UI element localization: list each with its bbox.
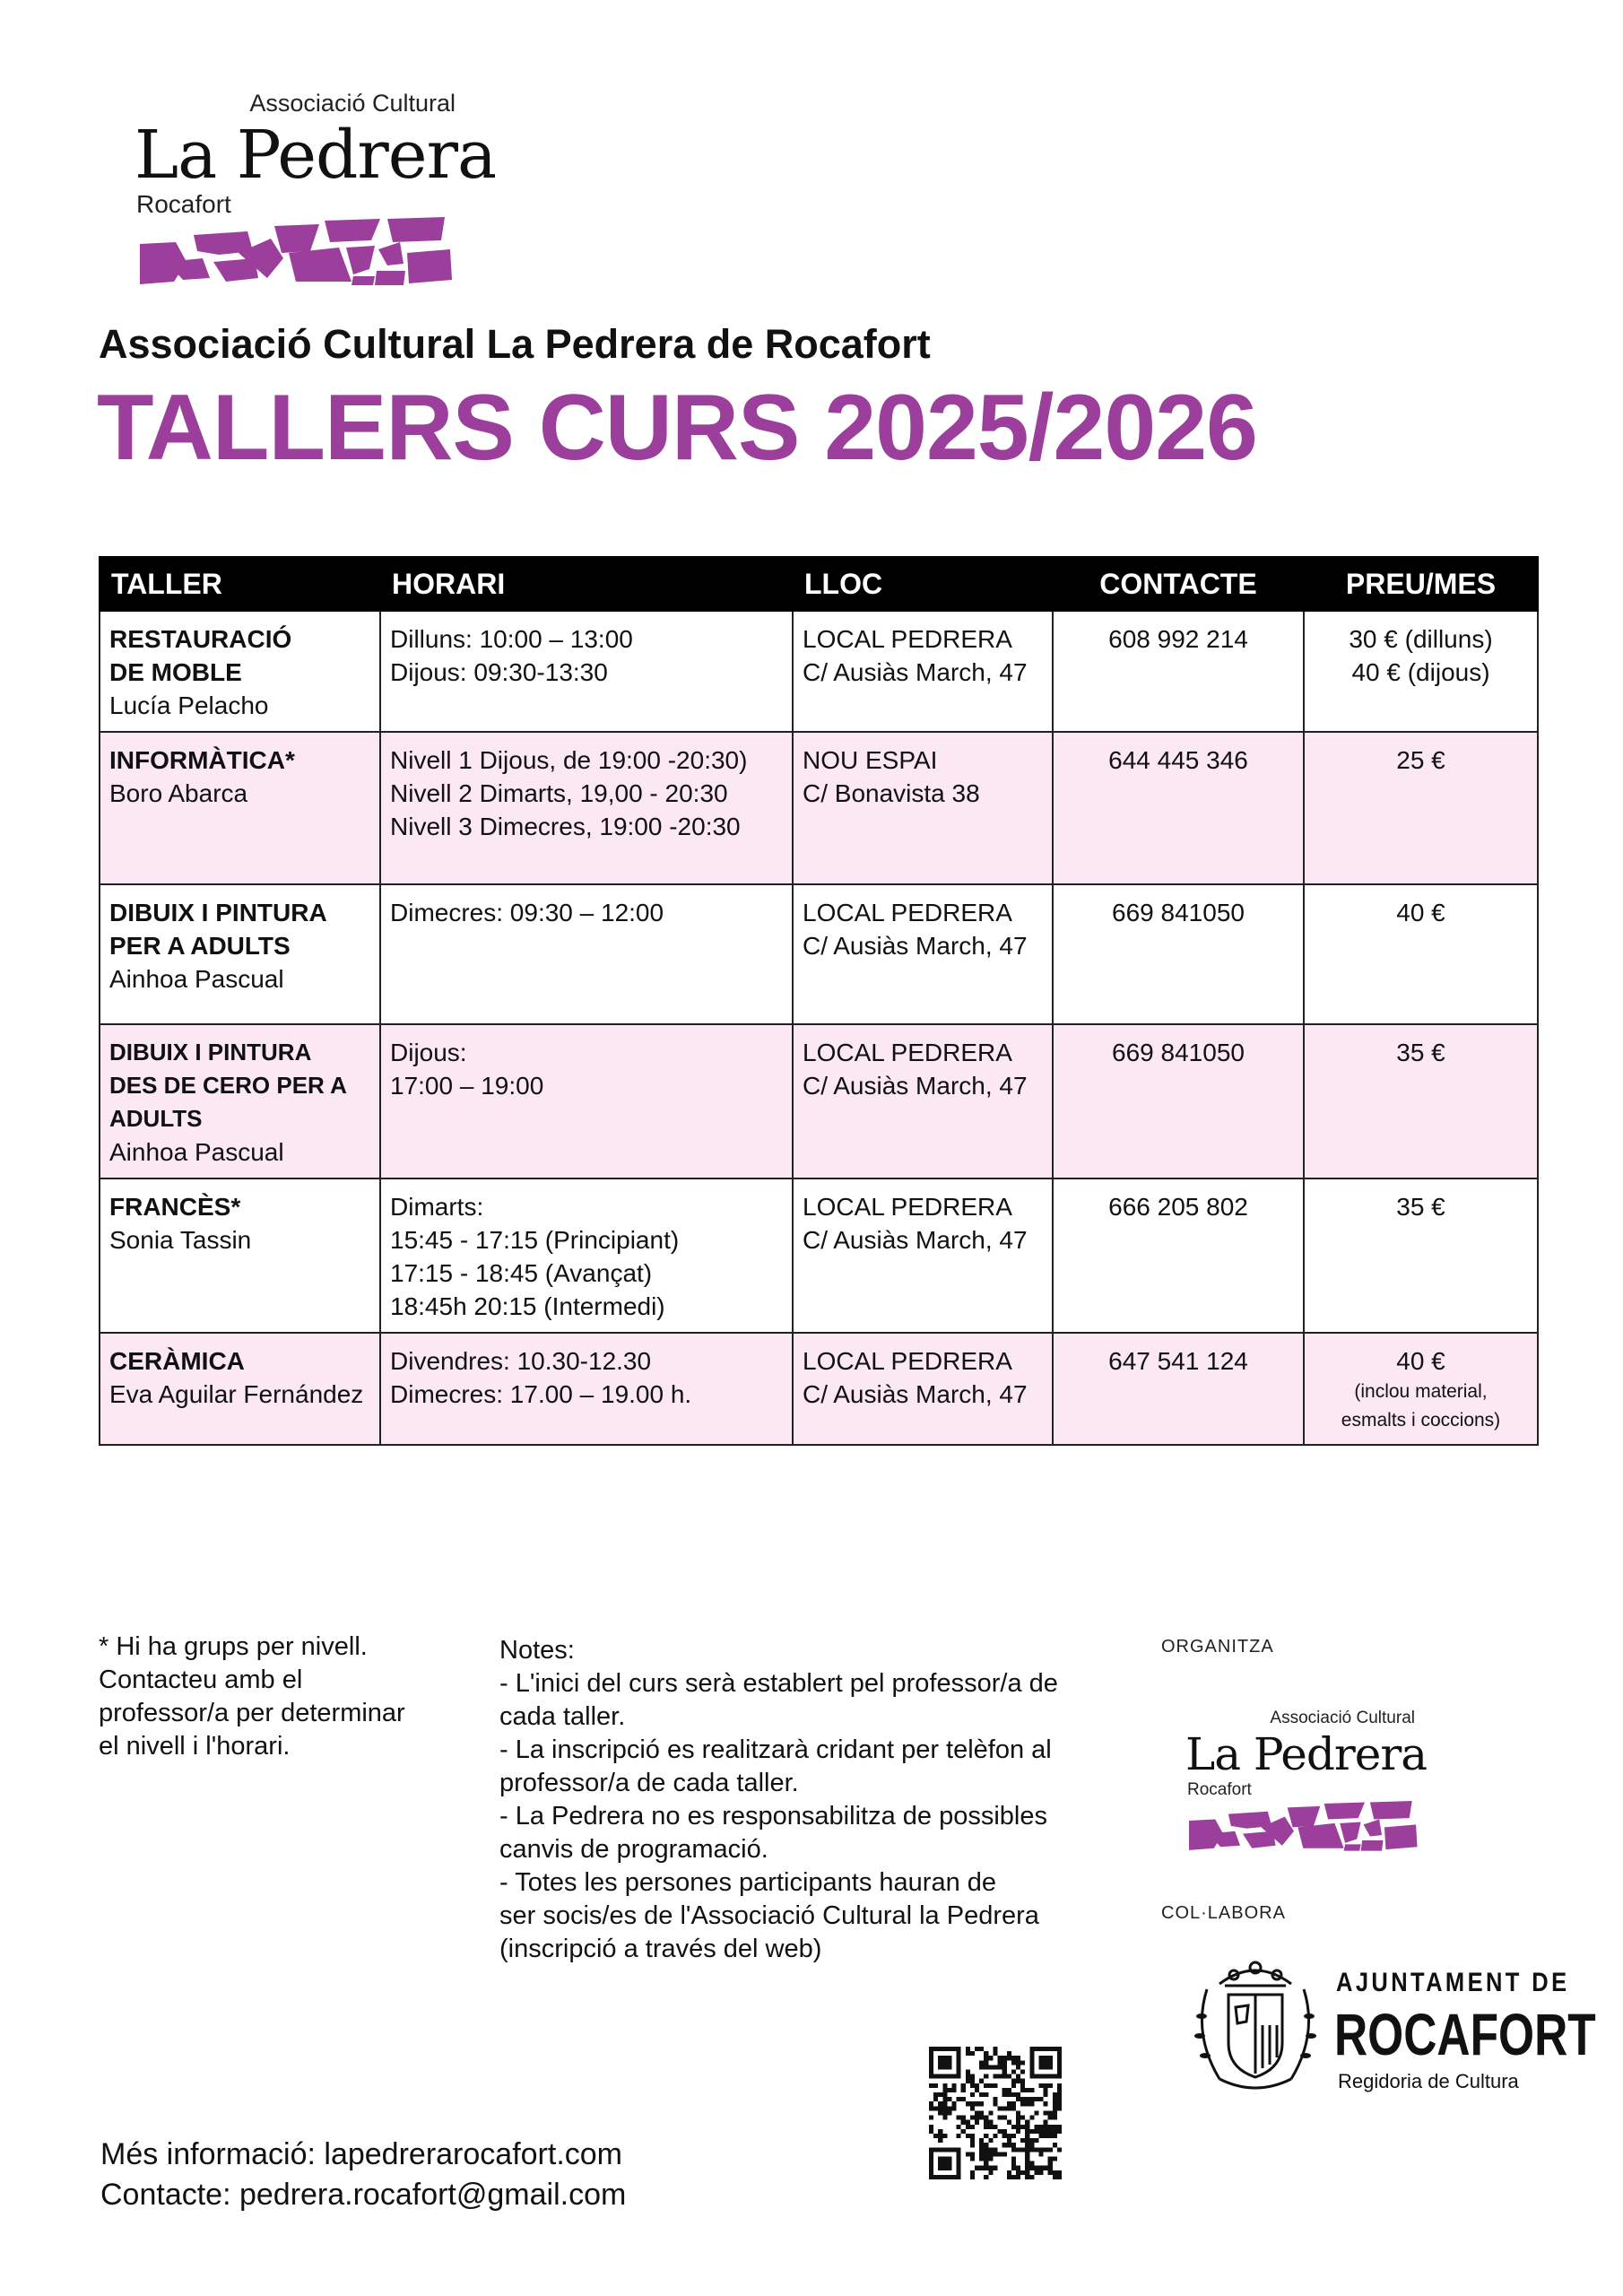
table-row — [100, 1178, 1538, 1333]
workshop-name: RESTAURACIÓ — [109, 625, 292, 653]
notes-line: professor/a de cada taller. — [499, 1769, 799, 1797]
contact-phone: 666 205 802 — [1053, 1178, 1304, 1333]
place-cell — [793, 732, 1053, 884]
notes-line: - La inscripció es realitzarà cridant per telèfon al — [499, 1735, 1052, 1764]
ajuntament-line2: ROCAFORT — [1334, 2001, 1596, 2067]
logo-name-text: La Pedrera — [135, 117, 497, 194]
workshop-cell — [100, 1333, 380, 1445]
price-cell — [1304, 732, 1538, 884]
table-header-row — [100, 557, 1538, 611]
organizer-logo — [1185, 1709, 1428, 1861]
qr-code-icon — [929, 2047, 1062, 2179]
notes-block — [499, 1634, 1091, 1966]
price-cell — [1304, 884, 1538, 1024]
place-address: C/ Ausiàs March, 47 — [803, 1226, 1028, 1254]
workshop-teacher: Ainhoa Pascual — [109, 965, 284, 993]
schedule-line: Dimecres: 09:30 – 12:00 — [390, 899, 664, 926]
organization-title: Associació Cultural La Pedrera de Rocafort — [99, 321, 931, 367]
schedule-line: Dijous: 09:30-13:30 — [390, 658, 608, 686]
place-name: LOCAL PEDRERA — [803, 1347, 1012, 1375]
header-contacte: CONTACTE — [1053, 557, 1304, 611]
workshop-cell — [100, 1178, 380, 1333]
table-row — [100, 732, 1538, 884]
table-row — [100, 884, 1538, 1024]
schedule-line: 17:15 - 18:45 (Avançat) — [390, 1259, 653, 1287]
price-line: 35 € — [1396, 1039, 1445, 1066]
table-row — [100, 611, 1538, 732]
schedule-cell — [380, 884, 793, 1024]
ajuntament-line1: AJUNTAMENT DE — [1336, 1968, 1570, 1997]
place-name: LOCAL PEDRERA — [803, 1193, 1012, 1221]
header-preu: PREU/MES — [1304, 557, 1538, 611]
schedule-line: 18:45h 20:15 (Intermedi) — [390, 1292, 665, 1320]
workshop-name: FRANCÈS* — [109, 1193, 241, 1221]
price-line: 40 € — [1396, 899, 1445, 926]
logo-assoc-text: Associació Cultural — [1270, 1709, 1415, 1727]
place-address: C/ Ausiàs March, 47 — [803, 658, 1028, 686]
workshop-name: ADULTS — [109, 1105, 203, 1132]
contact-phone: 644 445 346 — [1053, 732, 1304, 884]
workshop-name: PER A ADULTS — [109, 932, 291, 960]
schedule-line: Divendres: 10.30-12.30 — [390, 1347, 652, 1375]
workshop-teacher: Eva Aguilar Fernández — [109, 1380, 364, 1408]
notes-line: Notes: — [499, 1636, 575, 1665]
schedule-cell — [380, 611, 793, 732]
schedule-cell — [380, 1178, 793, 1333]
place-cell — [793, 884, 1053, 1024]
workshop-teacher: Sonia Tassin — [109, 1226, 252, 1254]
workshop-name: DIBUIX I PINTURA — [109, 899, 327, 926]
place-address: C/ Bonavista 38 — [803, 779, 980, 807]
footnote-line: Contacteu amb el — [99, 1665, 303, 1694]
schedule-line: 17:00 – 19:00 — [390, 1072, 544, 1100]
place-address: C/ Ausiàs March, 47 — [803, 932, 1028, 960]
price-line: 25 € — [1396, 746, 1445, 774]
notes-line: ser socis/es de l'Associació Cultural la Pedrera — [499, 1901, 1039, 1930]
workshop-cell — [100, 732, 380, 884]
place-cell — [793, 1178, 1053, 1333]
workshop-cell — [100, 884, 380, 1024]
header-horari: HORARI — [380, 557, 793, 611]
header-taller: TALLER — [100, 557, 380, 611]
schedule-line: Dimecres: 17.00 – 19.00 h. — [390, 1380, 692, 1408]
contact-phone: 608 992 214 — [1053, 611, 1304, 732]
association-logo — [135, 90, 497, 296]
place-cell — [793, 611, 1053, 732]
schedule-line: Dijous: — [390, 1039, 467, 1066]
header-lloc: LLOC — [793, 557, 1053, 611]
price-cell — [1304, 1178, 1538, 1333]
notes-line: cada taller. — [499, 1702, 626, 1731]
rocafort-crest-icon — [1184, 1953, 1327, 2106]
logo-name-text: La Pedrera — [1185, 1728, 1428, 1780]
place-name: NOU ESPAI — [803, 746, 938, 774]
schedule-line: 15:45 - 17:15 (Principiant) — [390, 1226, 680, 1254]
notes-line: - La Pedrera no es responsabilitza de possibles — [499, 1802, 1047, 1831]
table-row — [100, 1333, 1538, 1445]
workshop-teacher: Ainhoa Pascual — [109, 1138, 284, 1166]
place-cell — [793, 1024, 1053, 1178]
schedule-line: Nivell 2 Dimarts, 19,00 - 20:30 — [390, 779, 728, 807]
workshop-name: DE MOBLE — [109, 658, 242, 686]
workshop-name: CERÀMICA — [109, 1347, 245, 1375]
pedrera-stones-icon — [140, 199, 454, 289]
workshop-name: INFORMÀTICA* — [109, 746, 295, 774]
table-row — [100, 1024, 1538, 1178]
price-note: (inclou material, — [1354, 1381, 1488, 1402]
price-line: 35 € — [1396, 1193, 1445, 1221]
price-line: 30 € (dilluns) — [1349, 625, 1493, 653]
logo-assoc-text: Associació Cultural — [249, 90, 456, 117]
workshop-cell — [100, 1024, 380, 1178]
page-title: TALLERS CURS 2025/2026 — [97, 376, 1257, 480]
qr-code-graphic — [929, 2047, 1062, 2179]
price-cell — [1304, 611, 1538, 732]
contact-phone: 669 841050 — [1053, 1024, 1304, 1178]
logo-town-text: Rocafort — [136, 190, 231, 218]
footnote-line: professor/a per determinar — [99, 1699, 405, 1727]
schedule-line: Nivell 3 Dimecres, 19:00 -20:30 — [390, 813, 741, 840]
place-address: C/ Ausiàs March, 47 — [803, 1072, 1028, 1100]
organitza-label: ORGANITZA — [1161, 1637, 1274, 1657]
contact-phone: 647 541 124 — [1053, 1333, 1304, 1445]
pedrera-stones-icon — [1189, 1787, 1419, 1854]
workshop-name: DIBUIX I PINTURA — [109, 1039, 312, 1065]
logo-town-text: Rocafort — [1187, 1780, 1252, 1799]
notes-line: canvis de programació. — [499, 1835, 768, 1864]
notes-line: (inscripció a través del web) — [499, 1935, 822, 1963]
collabora-label: COL·LABORA — [1161, 1903, 1286, 1923]
price-line: 40 € — [1396, 1347, 1445, 1375]
schedule-line: Dilluns: 10:00 – 13:00 — [390, 625, 633, 653]
notes-line: - Totes les persones participants hauran de — [499, 1868, 997, 1897]
workshop-teacher: Lucía Pelacho — [109, 691, 269, 719]
price-cell — [1304, 1333, 1538, 1445]
place-name: LOCAL PEDRERA — [803, 625, 1012, 653]
more-info — [100, 2135, 626, 2215]
footnote-line: * Hi ha grups per nivell. — [99, 1632, 368, 1661]
price-note: esmalts i coccions) — [1341, 1410, 1501, 1431]
place-name: LOCAL PEDRERA — [803, 899, 1012, 926]
workshop-cell — [100, 611, 380, 732]
website-text: Més informació: lapedrerarocafort.com — [100, 2137, 623, 2171]
schedule-cell — [380, 1024, 793, 1178]
notes-line: - L'inici del curs serà establert pel professor/a de — [499, 1669, 1058, 1698]
contact-phone: 669 841050 — [1053, 884, 1304, 1024]
ajuntament-logo — [1184, 1953, 1596, 2115]
workshops-table — [99, 556, 1539, 1446]
place-address: C/ Ausiàs March, 47 — [803, 1380, 1028, 1408]
price-line: 40 € (dijous) — [1351, 658, 1490, 686]
workshop-name: DES DE CERO PER A — [109, 1072, 347, 1099]
schedule-cell — [380, 1333, 793, 1445]
schedule-cell — [380, 732, 793, 884]
schedule-line: Nivell 1 Dijous, de 19:00 -20:30) — [390, 746, 748, 774]
email-text: Contacte: pedrera.rocafort@gmail.com — [100, 2178, 627, 2212]
ajuntament-line3: Regidoria de Cultura — [1338, 2070, 1519, 2092]
schedule-line: Dimarts: — [390, 1193, 484, 1221]
place-name: LOCAL PEDRERA — [803, 1039, 1012, 1066]
place-cell — [793, 1333, 1053, 1445]
price-cell — [1304, 1024, 1538, 1178]
workshop-teacher: Boro Abarca — [109, 779, 248, 807]
footnote-line: el nivell i l'horari. — [99, 1732, 291, 1761]
levels-footnote — [99, 1631, 475, 1763]
